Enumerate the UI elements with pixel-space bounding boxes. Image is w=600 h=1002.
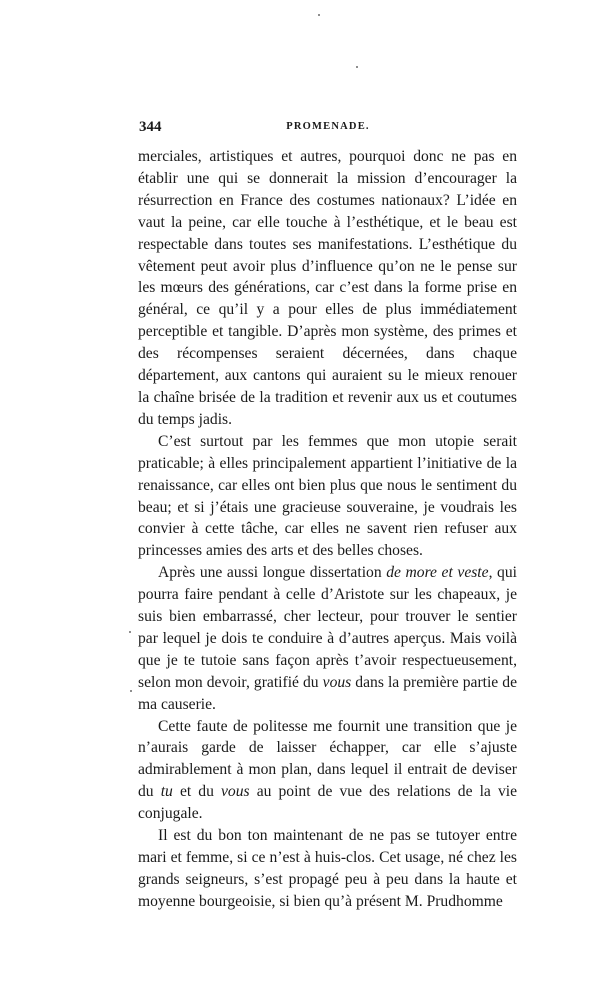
paragraph-text: Il est du bon ton maintenant de ne pas se tutoyer entre mari et femme, si ce n’est à huis-clos. Cet usage, né chez les grands seigneurs, s’est propagé peu à peu dans la haute et moyenne bourgeoisie, si bien qu’à présent M. Prudhomme [138, 827, 517, 910]
paragraph [138, 562, 517, 715]
paper-speck [356, 66, 358, 68]
italic-text: tu [160, 783, 173, 801]
paragraph-text: dans la première partie de ma causerie. [138, 673, 517, 713]
paragraph [138, 146, 517, 431]
paper-speck [318, 14, 320, 16]
paper-speck [130, 690, 132, 692]
italic-text: de more et veste [386, 564, 489, 582]
paragraph-text: et du [172, 783, 221, 801]
paragraph-text: Après une aussi longue dissertation [158, 564, 387, 582]
paragraph-text: C’est surtout par les femmes que mon utopie serait praticable; à elles principalement appartient l’initiative de la renaissance, car elles ont bien plus que nous le sentiment du beau; et si j’étais une gracieuse souveraine, je voudrais les convier à cette tâche, car elles ne savent rien refuser aux princesses amies des arts et des belles choses. [138, 432, 517, 560]
running-title: PROMENADE. [286, 121, 370, 132]
page-number: 344 [139, 119, 162, 135]
paper-speck [129, 631, 131, 633]
paragraph-text: Cette faute de politesse me fournit une transition que je n’aurais garde de laisser échapper, car elle s’ajuste admirablement à mon plan, dans lequel il entrait de deviser du [138, 717, 517, 801]
paragraph [138, 825, 517, 913]
paragraph-text: , qui pourra faire pendant à celle d’Aristote sur les chapeaux, je suis bien embarrassé, cher lecteur, pour trouver le sentier par lequel je dois te conduire à d’autres aperçus. Mais voilà que je te tutoie sans façon après t’avoir respectueusement, selon mon devoir, gratifié du [138, 564, 517, 691]
paragraph [138, 431, 517, 562]
body-text [138, 146, 517, 913]
italic-text: vous [322, 673, 352, 691]
italic-text: vous [221, 783, 250, 801]
paragraph-text: au point de vue des relations de la vie conjugale. [138, 783, 517, 823]
page-header [139, 117, 517, 139]
paragraph-text: merciales, artistiques et autres, pourquoi donc ne pas en établir une qui se donnerait la mission d’encourager la résurrection en France des costumes nationaux? L’idée en vaut la peine, car elle touche à l’esthétique, et le beau est respectable dans toutes ses manifestations. L’esthétique du vêtement peut avoir plus d’influence qu’on ne le pense sur les mœurs des générations, car c’est dans la forme prise en général, ce qu’il y a pour elles de plus immédiatement perceptible et tangible. D’après mon système, des primes et des récompenses seraient décernées, dans chaque département, aux cantons qui auraient su le mieux renouer la chaîne brisée de la tradition et revenir aux us et coutumes du temps jadis. [138, 148, 517, 428]
paragraph [138, 716, 517, 826]
